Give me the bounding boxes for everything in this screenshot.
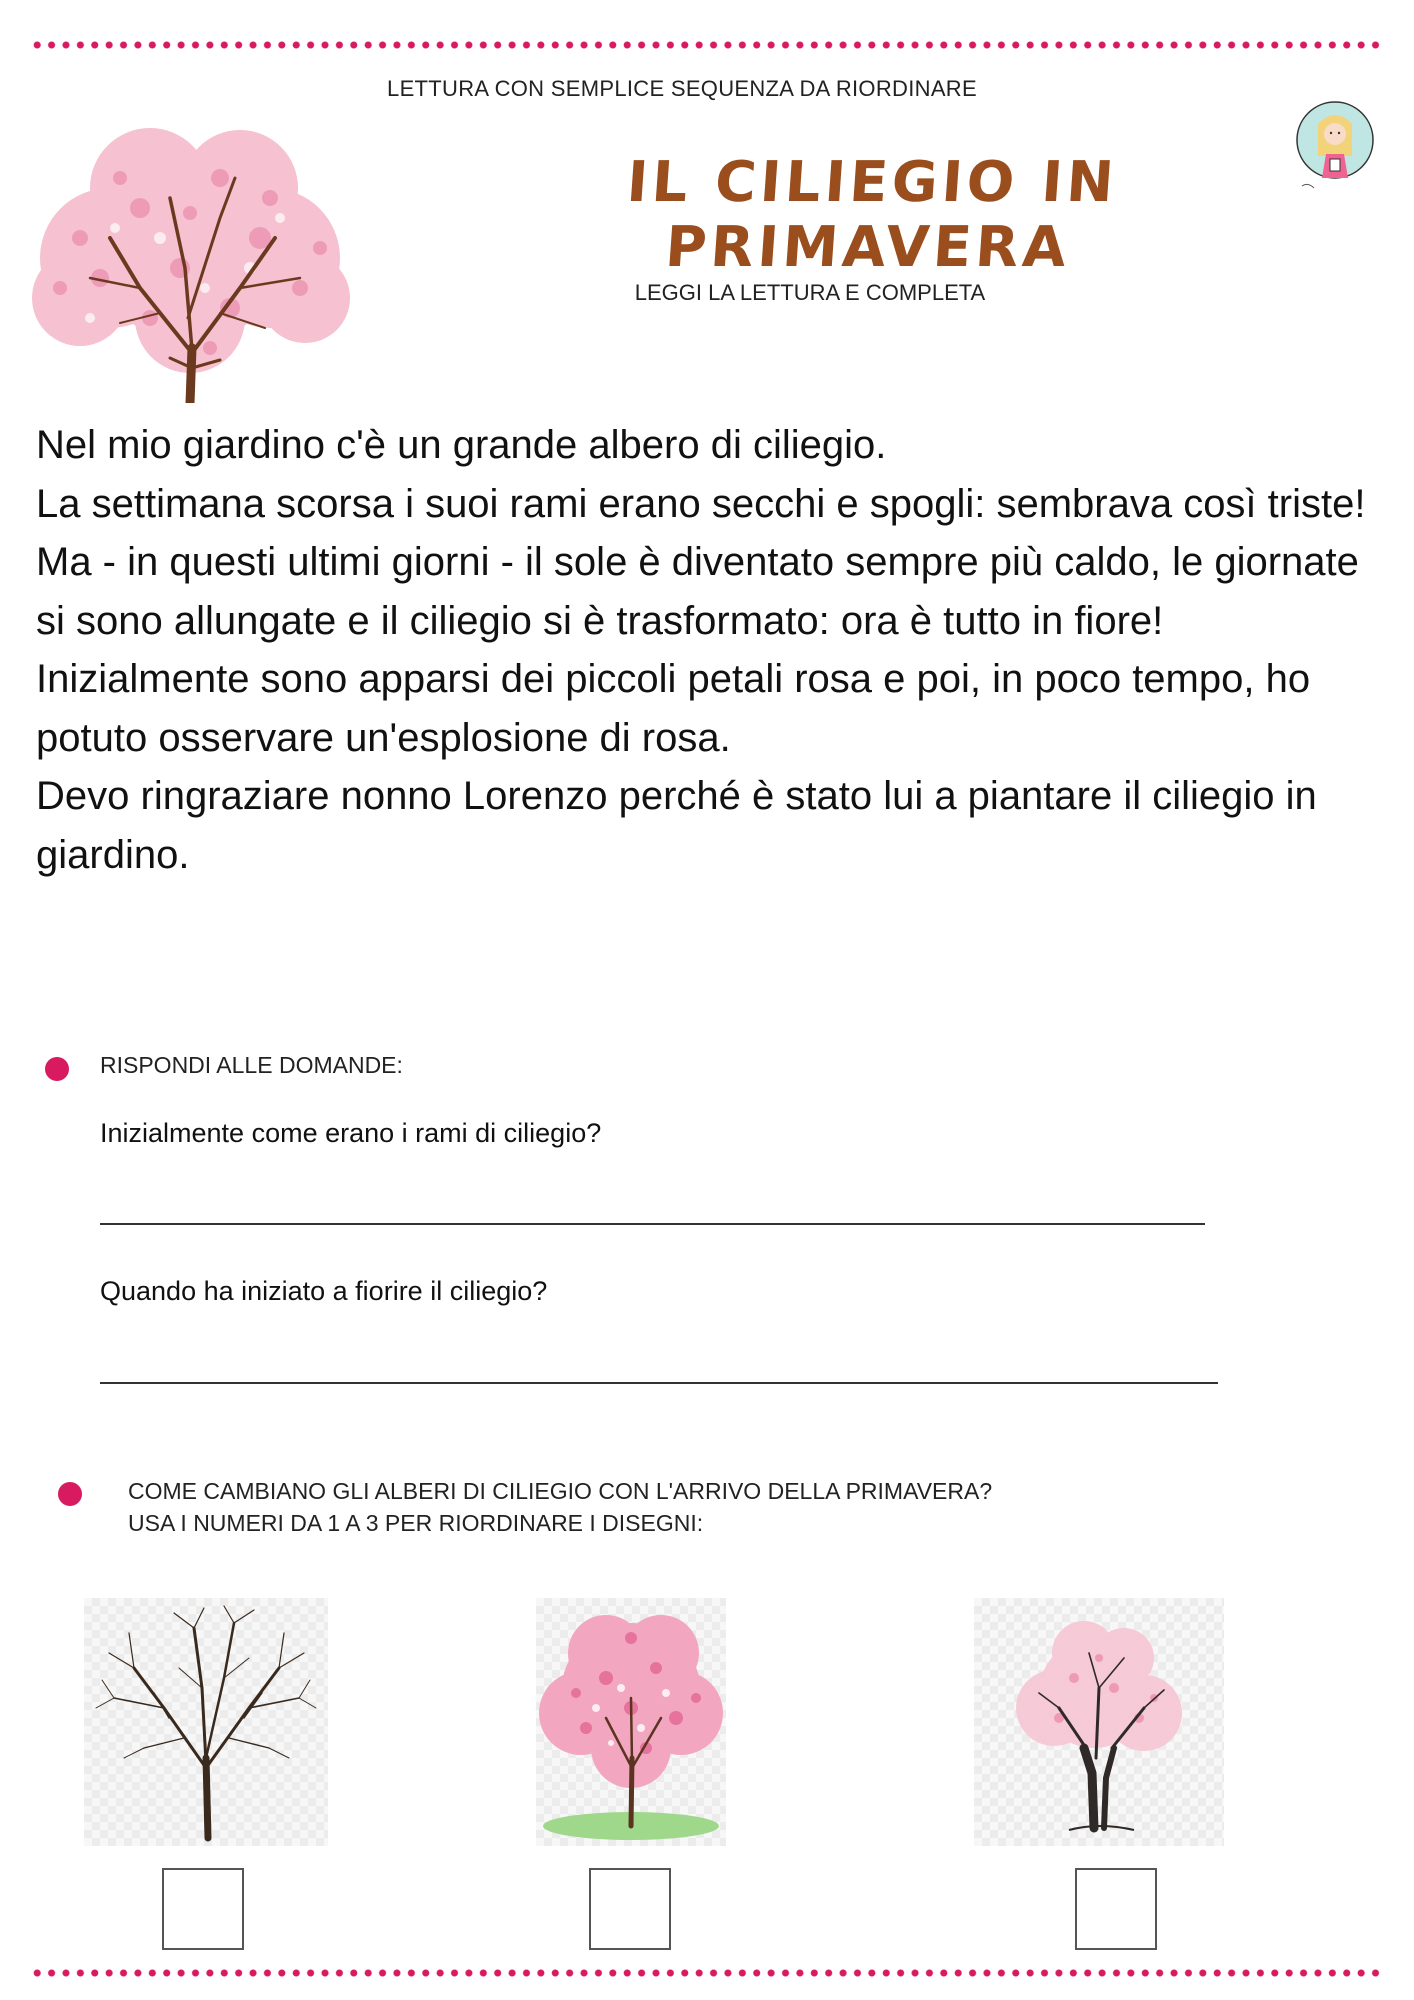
- sequence-heading-line-2: USA I NUMERI DA 1 A 3 PER RIORDINARE I DISEGNI:: [128, 1510, 704, 1536]
- questions-heading: RISPONDI ALLE DOMANDE:: [100, 1052, 403, 1078]
- reading-paragraph: Ma - in questi ultimi giorni - il sole è diventato sempre più caldo, le giornate si sono allungate e il ciliegio si è trasformato: ora è tutto in fiore!: [36, 540, 1359, 643]
- number-box-2[interactable]: [589, 1868, 671, 1950]
- section-bullet: [45, 1057, 69, 1081]
- reading-paragraph: Inizialmente sono apparsi dei piccoli petali rosa e poi, in poco tempo, ho potuto osservare un'esplosione di rosa.: [36, 657, 1311, 760]
- answer-line-1[interactable]: [100, 1223, 1205, 1225]
- author-logo: [1290, 96, 1380, 194]
- question-2: Quando ha iniziato a fiorire il ciliegio?: [100, 1276, 548, 1306]
- full-bloom-tree-image: [536, 1598, 726, 1846]
- sequence-heading-line-1: COME CAMBIANO GLI ALBERI DI CILIEGIO CON L'ARRIVO DELLA PRIMAVERA?: [128, 1478, 993, 1504]
- number-box-3[interactable]: [1075, 1868, 1157, 1950]
- bare-tree-image: [84, 1598, 328, 1846]
- question-1: Inizialmente come erano i rami di ciliegio?: [100, 1118, 602, 1148]
- bottom-dotted-border: [30, 1966, 1384, 1980]
- worksheet-title: IL CILIEGIO IN PRIMAVERA: [624, 150, 1120, 280]
- reading-text: [36, 416, 1386, 884]
- reading-paragraph: Devo ringraziare nonno Lorenzo perché è stato lui a piantare il ciliegio in giardino.: [36, 774, 1317, 877]
- section-bullet: [58, 1482, 82, 1506]
- early-bloom-tree-image: [974, 1598, 1224, 1846]
- worksheet-instruction: LEGGI LA LETTURA E COMPLETA: [634, 280, 986, 305]
- answer-line-2[interactable]: [100, 1382, 1218, 1384]
- reading-paragraph: La settimana scorsa i suoi rami erano secchi e spogli: sembrava così triste!: [36, 481, 1366, 526]
- reading-paragraph: Nel mio giardino c'è un grande albero di ciliegio.: [36, 423, 887, 467]
- worksheet-subtitle: LETTURA CON SEMPLICE SEQUENZA DA RIORDINARE: [387, 76, 977, 101]
- top-dotted-border: [30, 38, 1384, 52]
- cherry-tree-illustration: [20, 118, 360, 403]
- number-box-1[interactable]: [162, 1868, 244, 1950]
